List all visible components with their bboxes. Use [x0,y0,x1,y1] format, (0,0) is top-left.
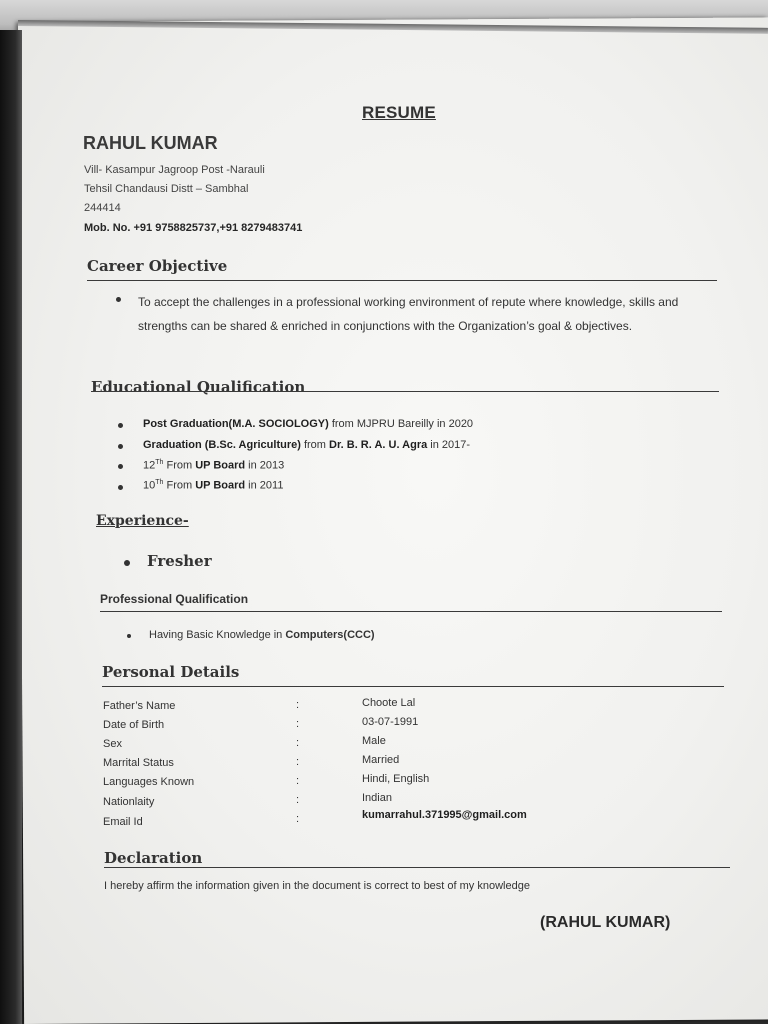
address-line: Vill- Kasampur Jagroop Post -Narauli [84,164,265,176]
ordinal-suffix: Th [155,459,164,466]
detail-label: Sex [103,738,122,750]
detail-colon: : [296,813,300,825]
section-rule [104,867,730,868]
detail-label: Marrital Status [103,757,174,769]
section-rule [91,391,719,392]
education-board: UP Board [195,479,246,492]
photo-left-edge [0,30,22,1024]
detail-colon: : [296,775,300,787]
education-degree: Graduation (B.Sc. Agriculture) [143,439,301,451]
education-degree: Post Graduation(M.A. SOCIOLOGY) [143,418,329,430]
education-detail: from MJPRU Bareilly in 2020 [328,418,474,430]
education-item [143,418,473,430]
detail-colon: : [296,794,300,806]
bullet-icon [127,634,131,638]
bullet-icon [118,464,123,469]
detail-value: 03-07-1991 [362,716,419,728]
experience-heading: Experience- [96,513,189,529]
detail-label: Date of Birth [103,719,165,731]
education-board: UP Board [195,459,246,472]
detail-colon: : [296,756,300,768]
detail-label: Email Id [103,816,143,828]
education-item [143,459,284,472]
career-objective-text: To accept the challenges in a professional working environment of repute where knowledge, skills and strengths can be shared & enriched in conjunctions with the Organization’s goal & objectives. [138,295,679,333]
education-item [143,439,470,451]
declaration-heading: Declaration [104,849,203,867]
education-institution: Dr. B. R. A. U. Agra [329,439,428,451]
education-class: 12 [143,459,156,472]
declaration-text: I hereby affirm the information given in the document is correct to best of my knowledge [104,880,530,892]
professional-item [149,629,375,641]
detail-value: Married [362,754,400,766]
section-rule [100,611,722,612]
bullet-icon [118,444,123,449]
bullet-icon [118,485,123,490]
education-connector: From [163,459,196,472]
bullet-icon [118,423,123,428]
detail-value: Male [362,735,386,747]
detail-label: Languages Known [103,776,195,788]
resume-title: RESUME [362,103,436,122]
professional-text: Having Basic Knowledge in [149,629,286,641]
address-pincode: 244414 [84,202,121,214]
detail-colon: : [296,699,300,711]
detail-value: Hindi, English [362,773,430,785]
education-class: 10 [143,479,156,492]
education-connector: from [300,439,330,451]
career-objective-heading: Career Objective [87,257,228,275]
address-line: Tehsil Chandausi Distt – Sambhal [84,183,249,195]
signature-name: (RAHUL KUMAR) [540,914,671,931]
professional-heading: Professional Qualification [100,592,249,606]
bullet-icon [116,297,121,302]
detail-colon: : [296,718,300,730]
detail-value: Indian [362,792,392,804]
detail-value: Choote Lal [362,697,416,709]
professional-skill: Computers(CCC) [285,629,375,641]
candidate-name: RAHUL KUMAR [83,133,218,153]
experience-item: Fresher [147,552,212,570]
detail-colon: : [296,737,300,749]
ordinal-suffix: Th [155,479,164,486]
education-detail: in 2017- [427,439,471,451]
email-value: kumarrahul.371995@gmail.com [362,809,527,821]
education-item [143,479,283,492]
section-rule [87,280,717,281]
education-detail: in 2011 [245,479,284,492]
detail-label: Nationlaity [103,796,155,808]
section-rule [102,686,724,687]
bullet-icon [124,560,130,566]
detail-label: Father’s Name [103,700,176,712]
mobile-number: Mob. No. +91 9758825737,+91 8279483741 [84,222,303,234]
education-connector: From [163,479,196,492]
education-detail: in 2013 [245,459,285,472]
personal-details-heading: Personal Details [102,663,240,681]
education-heading: Educational Qualification [91,378,306,396]
